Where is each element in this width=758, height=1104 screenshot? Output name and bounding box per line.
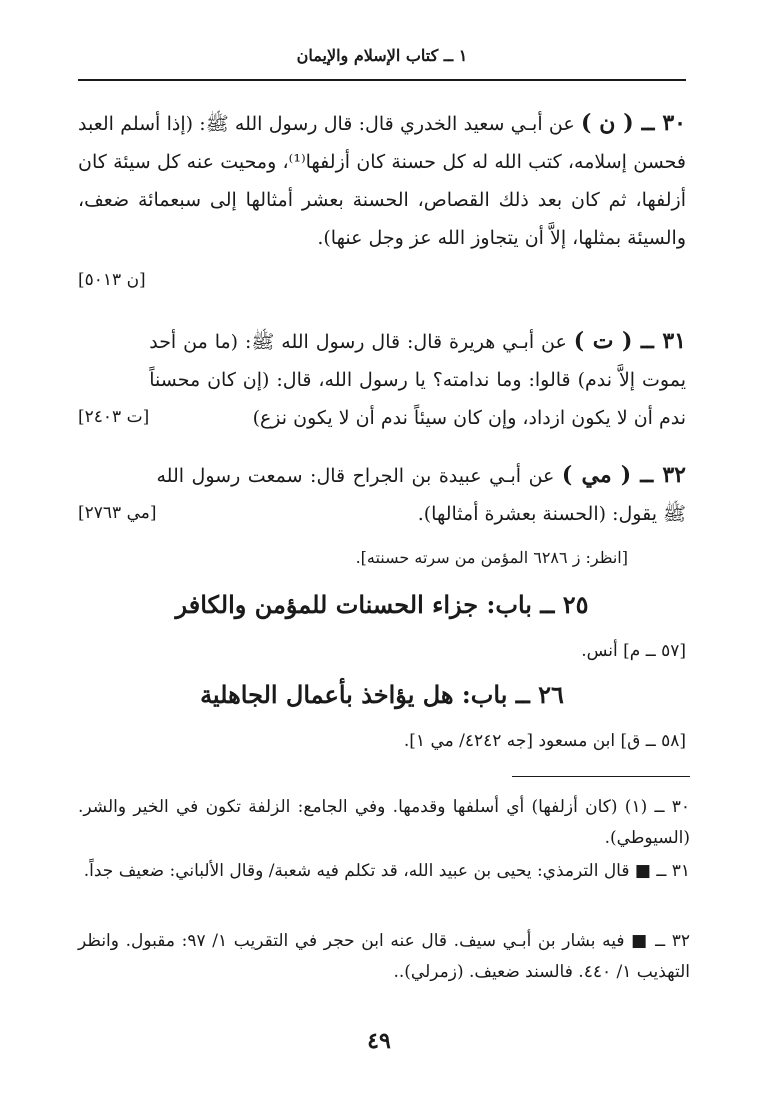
hadith-30	[78, 104, 686, 257]
hadith-ref: [مي ٢٧٦٣]	[78, 503, 157, 523]
running-header: ١ ــ كتاب الإسلام والإيمان	[296, 46, 468, 65]
footnote-32: ٣٢ ــ ■ فيه بشار بن أبـي سيف. قال عنه ابن حجر في التقريب ١/ ٩٧: مقبول. وانظر التهذيب ١/ ٤٤٠. فالسند ضعيف. (زمرلي)..	[78, 931, 690, 982]
hadith-text: عن أبـي هريرة قال: قال رسول الله ﷺ: (ما من أحد يموت إلاَّ ندم) قالوا: وما ندامته؟ يا رسول الله، قال: (إن كان محسناً ندم أن لا يكون ازداد، وإن كان سيئاً ندم أن لا يكون نزع)	[149, 331, 686, 429]
header-rule	[78, 79, 686, 81]
hadith-30-ref: [ن ٥٠١٣]	[78, 270, 146, 290]
see-also-note: [انظر: ز ٦٢٨٦ المؤمن من سرته حسنته].	[355, 548, 628, 567]
hadith-number: ٣١ ــ ( ت )	[573, 328, 686, 354]
footnote-30: ٣٠ ــ (١) (كان أزلفها) أي أسلفها وقدمها. وفي الجامع: الزلفة تكون في الخير والشر. (السيوطي).	[78, 797, 690, 848]
hadith-31	[78, 322, 686, 437]
hadith-32	[78, 456, 686, 533]
hadith-ref: [ت ٢٤٠٣]	[78, 407, 150, 427]
page-number: ٤٩	[367, 1028, 391, 1054]
section-25-note: [٥٧ ــ م] أنس.	[581, 641, 686, 661]
section-26-note: [٥٨ ــ ق] ابن مسعود [جه ٤٢٤٢/ مي ١].	[403, 731, 686, 751]
footnote-rule	[512, 776, 690, 777]
hadith-number: ٣٠ ــ ( ن )	[580, 110, 686, 136]
hadith-text: عن أبـي عبيدة بن الجراح قال: سمعت رسول الله ﷺ يقول: (الحسنة بعشرة أمثالها).	[156, 465, 686, 525]
hadith-text: عن أبـي سعيد الخدري قال: قال رسول الله ﷺ: (إذا أسلم العبد فحسن إسلامه، كتب الله له كل حسنة كان أزلفها⁽¹⁾، ومحيت عنه كل سيئة كان أزلفها، ثم كان بعد ذلك القصاص، الحسنة بعشر أمثالها إلى سبعمائة ضعف، والسيئة بمثلها، إلاَّ أن يتجاوز الله عز وجل عنها).	[78, 113, 686, 249]
section-heading-25: ٢٥ ــ باب: جزاء الحسنات للمؤمن والكافر	[175, 590, 589, 619]
footnote-31: ٣١ ــ ■ قال الترمذي: يحيى بن عبيد الله، قد تكلم فيه شعبة/ وقال الألباني: ضعيف جداً.	[83, 861, 690, 881]
hadith-number: ٣٢ ــ ( مي )	[561, 462, 686, 488]
section-heading-26: ٢٦ ــ باب: هل يؤاخذ بأعمال الجاهلية	[200, 680, 564, 709]
